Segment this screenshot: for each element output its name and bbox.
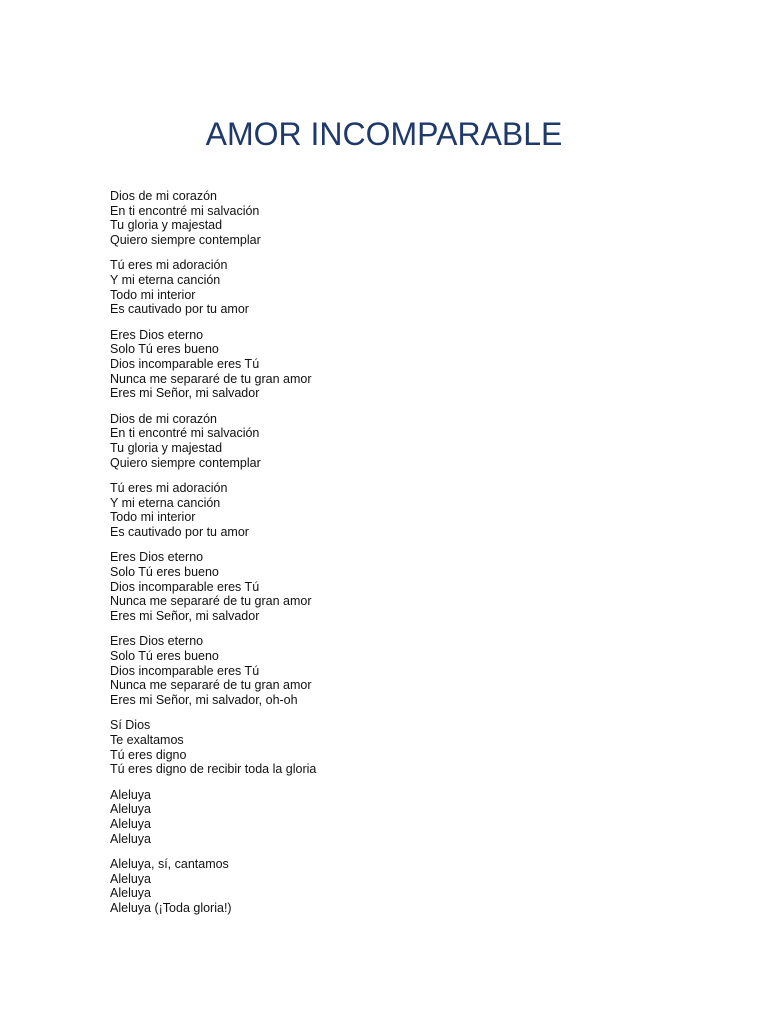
lyric-line: Eres Dios eterno [110,550,204,565]
lyric-line: Nunca me separaré de tu gran amor [110,371,312,386]
page-title: AMOR INCOMPARABLE [205,116,563,152]
lyric-line: Es cautivado por tu amor [110,302,249,317]
stanza [110,857,710,915]
lyric-line: Solo Tú eres bueno [110,565,219,580]
stanza [110,788,710,846]
lyric-line: Aleluya (¡Toda gloria!) [110,900,232,915]
lyric-line: En ti encontré mi salvación [110,426,260,441]
lyric-line: Quiero siempre contemplar [110,232,261,247]
lyric-line: Eres mi Señor, mi salvador [110,386,260,401]
lyrics-body [110,189,710,927]
lyric-line: Solo Tú eres bueno [110,342,219,357]
lyric-line: Aleluya [110,802,151,817]
lyric-line: Dios incomparable eres Tú [110,579,260,594]
lyric-line: Solo Tú eres bueno [110,649,219,664]
lyric-line: Y mi eterna canción [110,272,221,287]
lyric-line: Tú eres digno de recibir toda la gloria [110,762,317,777]
lyric-line: Aleluya [110,787,151,802]
lyric-line: Dios de mi corazón [110,411,217,426]
lyric-line: Tú eres mi adoración [110,258,228,273]
stanza [110,634,710,707]
lyric-line: Sí Dios [110,718,151,733]
lyric-line: Eres mi Señor, mi salvador [110,608,260,623]
lyric-line: Tu gloria y majestad [110,218,223,233]
lyric-line: Quiero siempre contemplar [110,455,261,470]
lyric-line: Tú eres mi adoración [110,481,228,496]
lyric-line: Nunca me separaré de tu gran amor [110,594,312,609]
stanza [110,412,710,470]
lyric-line: Dios incomparable eres Tú [110,663,260,678]
lyric-line: Aleluya [110,871,151,886]
lyric-line: Te exaltamos [110,733,184,747]
lyric-line: Tu gloria y majestad [110,440,223,455]
lyric-line: Dios de mi corazón [110,189,217,203]
stanza [110,481,710,539]
lyric-line: Dios incomparable eres Tú [110,356,260,371]
stanza [110,550,710,623]
lyric-line: Aleluya [110,831,151,846]
lyric-line: En ti encontré mi salvación [110,203,260,218]
lyric-line: Aleluya, sí, cantamos [110,857,229,872]
lyric-line: Todo mi interior [110,287,196,302]
lyric-line: Nunca me separaré de tu gran amor [110,678,312,693]
stanza [110,718,710,776]
lyric-line: Aleluya [110,886,151,901]
lyric-line: Tú eres digno [110,747,187,762]
stanza [110,189,710,247]
lyric-line: Eres Dios eterno [110,634,204,649]
stanza [110,258,710,316]
lyric-line: Eres mi Señor, mi salvador, oh-oh [110,692,298,707]
lyric-line: Todo mi interior [110,510,196,525]
stanza [110,328,710,401]
lyric-line: Eres Dios eterno [110,327,204,342]
lyric-line: Aleluya [110,816,151,831]
lyric-line: Y mi eterna canción [110,495,221,510]
lyric-line: Es cautivado por tu amor [110,524,249,539]
